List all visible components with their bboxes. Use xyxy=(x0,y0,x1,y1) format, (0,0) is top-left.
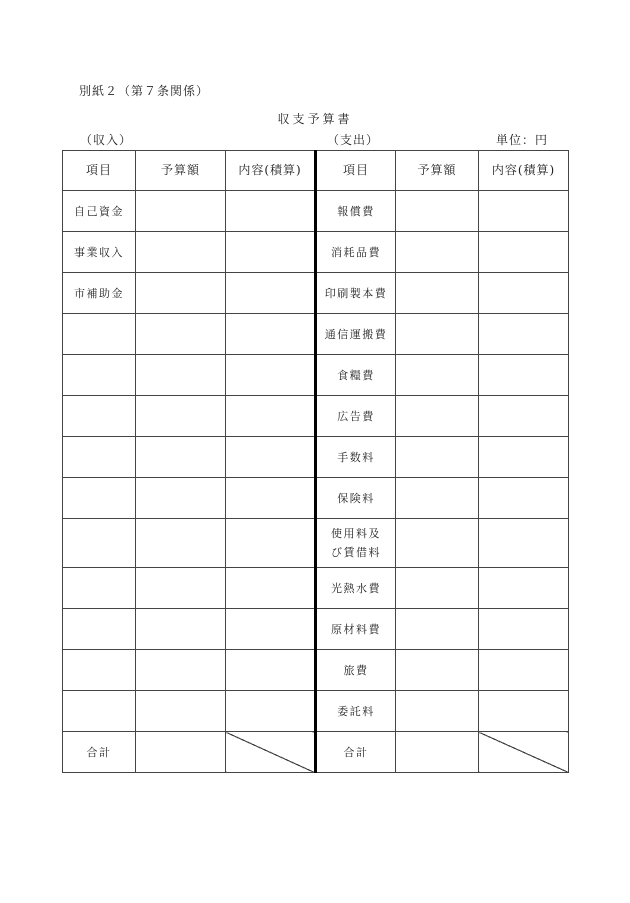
expense-amount-header: 予算額 xyxy=(396,151,479,191)
expense-item-cell: 保険料 xyxy=(316,478,396,519)
table-row xyxy=(63,650,569,691)
income-detail-header: 内容(積算) xyxy=(226,151,316,191)
income-item-cell xyxy=(63,568,136,609)
income-detail-cell[interactable] xyxy=(226,396,316,437)
expense-detail-cell[interactable] xyxy=(479,691,569,732)
expense-item-cell: 通信運搬費 xyxy=(316,314,396,355)
income-detail-cell[interactable] xyxy=(226,609,316,650)
expense-item-cell: 印刷製本費 xyxy=(316,273,396,314)
expense-total-amount-cell[interactable] xyxy=(396,732,479,773)
income-amount-cell[interactable] xyxy=(136,691,226,732)
table-row xyxy=(63,609,569,650)
expense-amount-cell[interactable] xyxy=(396,519,479,568)
expense-detail-cell[interactable] xyxy=(479,609,569,650)
total-row xyxy=(63,732,569,773)
expense-item-cell: 光熱水費 xyxy=(316,568,396,609)
expense-detail-cell[interactable] xyxy=(479,437,569,478)
expense-item-cell: 食糧費 xyxy=(316,355,396,396)
table-row xyxy=(63,519,569,568)
income-amount-cell[interactable] xyxy=(136,519,226,568)
expense-total-label: 合計 xyxy=(316,732,396,773)
income-item-cell xyxy=(63,355,136,396)
expense-item-cell: 消耗品費 xyxy=(316,232,396,273)
income-item-cell: 市補助金 xyxy=(63,273,136,314)
income-detail-cell[interactable] xyxy=(226,478,316,519)
table-row xyxy=(63,396,569,437)
expense-section-label: （支出） xyxy=(327,133,380,147)
income-detail-cell[interactable] xyxy=(226,232,316,273)
expense-item-header: 項目 xyxy=(316,151,396,191)
income-amount-cell[interactable] xyxy=(136,191,226,232)
income-item-cell xyxy=(63,478,136,519)
table-row xyxy=(63,437,569,478)
expense-total-detail-crossed-cell xyxy=(479,732,569,773)
income-item-cell xyxy=(63,650,136,691)
document-reference: 別紙２（第７条関係） xyxy=(79,84,210,98)
income-detail-cell[interactable] xyxy=(226,191,316,232)
unit-label: 単位：円 xyxy=(496,133,549,147)
expense-item-cell: 手数料 xyxy=(316,437,396,478)
income-total-amount-cell[interactable] xyxy=(136,732,226,773)
expense-amount-cell[interactable] xyxy=(396,396,479,437)
expense-amount-cell[interactable] xyxy=(396,691,479,732)
income-amount-cell[interactable] xyxy=(136,396,226,437)
expense-detail-cell[interactable] xyxy=(479,396,569,437)
income-item-cell xyxy=(63,609,136,650)
income-section-label: （収入） xyxy=(80,133,133,147)
income-amount-cell[interactable] xyxy=(136,478,226,519)
expense-item-cell: 原材料費 xyxy=(316,609,396,650)
expense-detail-cell[interactable] xyxy=(479,314,569,355)
expense-amount-cell[interactable] xyxy=(396,568,479,609)
expense-amount-cell[interactable] xyxy=(396,355,479,396)
expense-amount-cell[interactable] xyxy=(396,232,479,273)
income-total-detail-crossed-cell xyxy=(226,732,316,773)
expense-detail-cell[interactable] xyxy=(479,478,569,519)
table-row xyxy=(63,314,569,355)
income-item-cell xyxy=(63,519,136,568)
income-detail-cell[interactable] xyxy=(226,519,316,568)
income-amount-cell[interactable] xyxy=(136,232,226,273)
expense-detail-header: 内容(積算) xyxy=(479,151,569,191)
income-item-cell: 自己資金 xyxy=(63,191,136,232)
income-amount-cell[interactable] xyxy=(136,355,226,396)
table-row xyxy=(63,691,569,732)
income-item-cell xyxy=(63,314,136,355)
expense-item-cell: 委託料 xyxy=(316,691,396,732)
table-row xyxy=(63,273,569,314)
expense-detail-cell[interactable] xyxy=(479,519,569,568)
table-row xyxy=(63,568,569,609)
document-title: 収支予算書 xyxy=(277,112,353,126)
budget-table xyxy=(62,150,569,773)
expense-detail-cell[interactable] xyxy=(479,355,569,396)
expense-detail-cell[interactable] xyxy=(479,232,569,273)
income-amount-cell[interactable] xyxy=(136,314,226,355)
income-amount-header: 予算額 xyxy=(136,151,226,191)
income-amount-cell[interactable] xyxy=(136,609,226,650)
table-row xyxy=(63,232,569,273)
income-item-cell xyxy=(63,691,136,732)
expense-item-cell xyxy=(316,519,396,568)
income-detail-cell[interactable] xyxy=(226,691,316,732)
expense-detail-cell[interactable] xyxy=(479,273,569,314)
expense-item-cell: 広告費 xyxy=(316,396,396,437)
income-amount-cell[interactable] xyxy=(136,568,226,609)
table-row xyxy=(63,478,569,519)
table-row xyxy=(63,355,569,396)
expense-item-cell: 報償費 xyxy=(316,191,396,232)
income-item-cell xyxy=(63,396,136,437)
income-detail-cell[interactable] xyxy=(226,437,316,478)
expense-item-line-2: び賃借料 xyxy=(331,546,381,559)
expense-amount-cell[interactable] xyxy=(396,650,479,691)
expense-item-cell: 旅費 xyxy=(316,650,396,691)
income-detail-cell[interactable] xyxy=(226,568,316,609)
income-item-cell xyxy=(63,437,136,478)
expense-amount-cell[interactable] xyxy=(396,191,479,232)
expense-detail-cell[interactable] xyxy=(479,650,569,691)
table-row xyxy=(63,191,569,232)
table-header-row xyxy=(63,151,569,191)
income-amount-cell[interactable] xyxy=(136,437,226,478)
expense-amount-cell[interactable] xyxy=(396,609,479,650)
income-total-label: 合計 xyxy=(63,732,136,773)
income-amount-cell[interactable] xyxy=(136,273,226,314)
income-detail-cell[interactable] xyxy=(226,650,316,691)
income-detail-cell[interactable] xyxy=(226,314,316,355)
income-detail-cell[interactable] xyxy=(226,273,316,314)
expense-detail-cell[interactable] xyxy=(479,568,569,609)
income-amount-cell[interactable] xyxy=(136,650,226,691)
income-detail-cell[interactable] xyxy=(226,355,316,396)
income-item-cell: 事業収入 xyxy=(63,232,136,273)
expense-amount-cell[interactable] xyxy=(396,437,479,478)
expense-item-line-1: 使用料及 xyxy=(331,527,381,540)
income-item-header: 項目 xyxy=(63,151,136,191)
expense-detail-cell[interactable] xyxy=(479,191,569,232)
expense-amount-cell[interactable] xyxy=(396,314,479,355)
expense-amount-cell[interactable] xyxy=(396,273,479,314)
expense-amount-cell[interactable] xyxy=(396,478,479,519)
